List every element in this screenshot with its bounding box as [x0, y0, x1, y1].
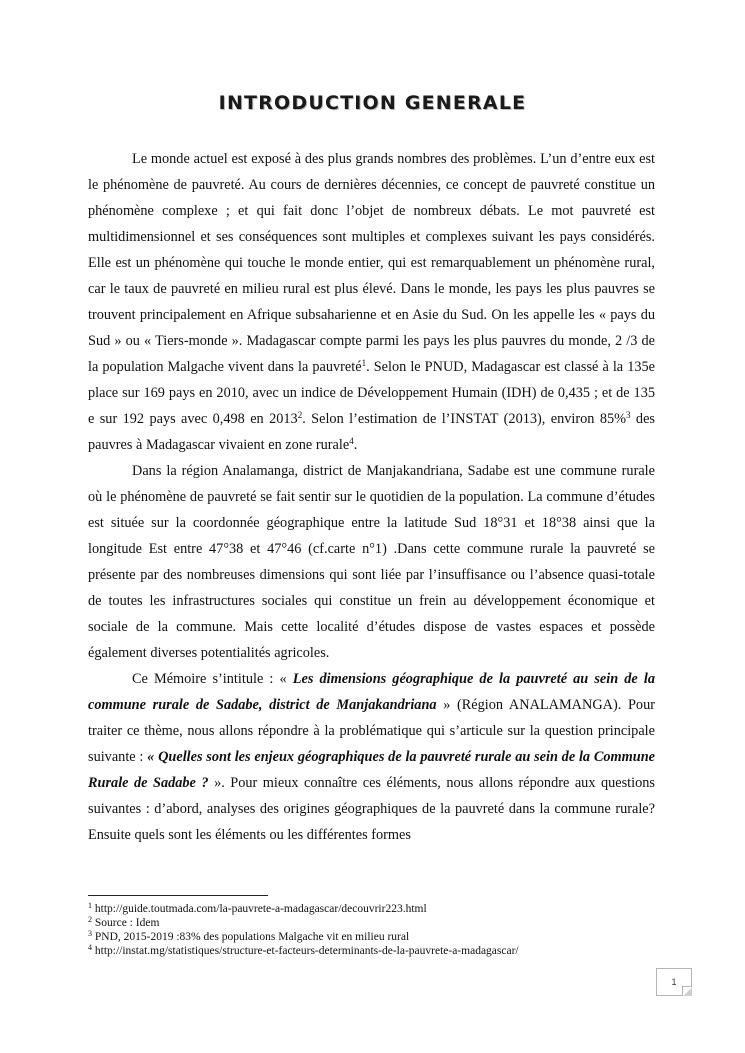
footnote-ref-3: 3 [626, 410, 631, 420]
footnote-ref-4: 4 [349, 436, 354, 446]
body-text [88, 146, 655, 848]
footnote-2-text: Source : Idem [92, 917, 160, 929]
paragraph-2: Dans la région Analamanga, district de Manjakandriana, Sadabe est une commune rurale où le phénomène de pauvreté se fait sentir sur le quotidien de la population. La commune d’études est située sur la coordonnée géographique entre la latitude Sud 18°31 et 18°38 ainsi que la longitude Est entre 47°38 et 47°46 (cf.carte n°1) .Dans cette commune rurale la pauvreté se présente par des nombreuses dimensions qui sont liée par l’insuffisance ou l’absence quasi-totale de toutes les infrastructures sociales qui constitue un frein au développement économique et sociale de la commune. Mais cette localité d’études dispose de vastes espaces et possède également diverses potentialités agricoles. [88, 463, 655, 661]
p1-text-e: . [353, 437, 358, 453]
page-curl-icon [682, 986, 692, 996]
p3-text-e: ». Pour mieux connaître ces éléments, nous allons répondre aux questions suivantes : d’abord, analyses des origines géographiques de la pauvreté dans la commune rurale? Ensuite quels sont les éléments ou les différentes formes [88, 775, 655, 843]
p3-text-c: » (Région ANALAMANGA). Pour traiter ce thème, nous allons répondre à la problématique qui s’articule sur la question principale suivante : [88, 697, 655, 765]
footnote-2-number: 2 [88, 915, 92, 924]
p1-text-a: Le monde actuel est exposé à des plus grands nombres des problèmes. L’un d’entre eux est le phénomène de pauvreté. Au cours de dernières décennies, ce concept de pauvreté constitue un phénomène complexe ; et qui fait donc l’objet de nombreux débats. Le mot pauvreté est multidimensionnel et ses conséquences sont multiples et complexes suivant les pays considérés. Elle est un phénomène qui touche le monde entier, qui est remarquablement un phénomène rural, car le taux de pauvreté en milieu rural est plus élevé. Dans le monde, les pays les plus pauvres se trouvent principalement en Afrique subsaharienne et en Asie du Sud. On les appelle les « pays du Sud » ou « Tiers-monde ». Madagascar compte parmi les pays les plus pauvres du monde, 2 /3 de la population Malgache vivent dans la pauvreté [88, 151, 655, 375]
footnote-3-text: PND, 2015-2019 :83% des populations Malgache vit en milieu rural [92, 931, 410, 943]
footnote-4 [88, 944, 668, 958]
main-question: « Quelles sont les enjeux géographiques de la pauvreté rurale au sein de la Commune Rurale de Sadabe ? [88, 749, 656, 791]
footnote-4-text: http://instat.mg/statistiques/structure-et-facteurs-determinants-de-la-pauvrete-a-madagascar/ [92, 945, 519, 957]
paragraph-1 [88, 146, 655, 458]
footnote-3-number: 3 [88, 929, 92, 938]
footnote-1-number: 1 [88, 901, 92, 910]
footnote-3 [88, 930, 668, 944]
page-number-box [656, 968, 692, 996]
footnote-2 [88, 916, 668, 930]
footnote-separator [88, 895, 268, 896]
p3-text-a: Ce Mémoire s’intitule : « [132, 671, 293, 687]
page-number: 1 [671, 977, 677, 987]
footnote-1-text: http://guide.toutmada.com/la-pauvrete-a-madagascar/decouvrir223.html [92, 903, 427, 915]
footnote-ref-2: 2 [297, 410, 303, 420]
paragraph-3 [88, 666, 655, 848]
footnotes [88, 902, 668, 958]
p1-text-c: . Selon l’estimation de l’INSTAT (2013), environ 85% [302, 411, 627, 427]
footnote-ref-1: 1 [361, 358, 367, 368]
page-title: INTRODUCTION GENERALE [218, 92, 527, 114]
memoire-title: Les dimensions géographique de la pauvreté au sein de la commune rurale de Sadabe, district de Manjakandriana [88, 671, 655, 713]
p1-text-b: . Selon le PNUD, Madagascar est classé à la 135e place sur 169 pays en 2010, avec un indice de Développement Humain (IDH) de 0,435 ; et de 135 e sur 192 pays avec 0,498 en 2013 [88, 359, 655, 427]
footnote-4-number: 4 [88, 943, 92, 952]
footnote-1 [88, 902, 668, 916]
p1-text-d: des pauvres à Madagascar vivaient en zone rurale [88, 411, 655, 453]
